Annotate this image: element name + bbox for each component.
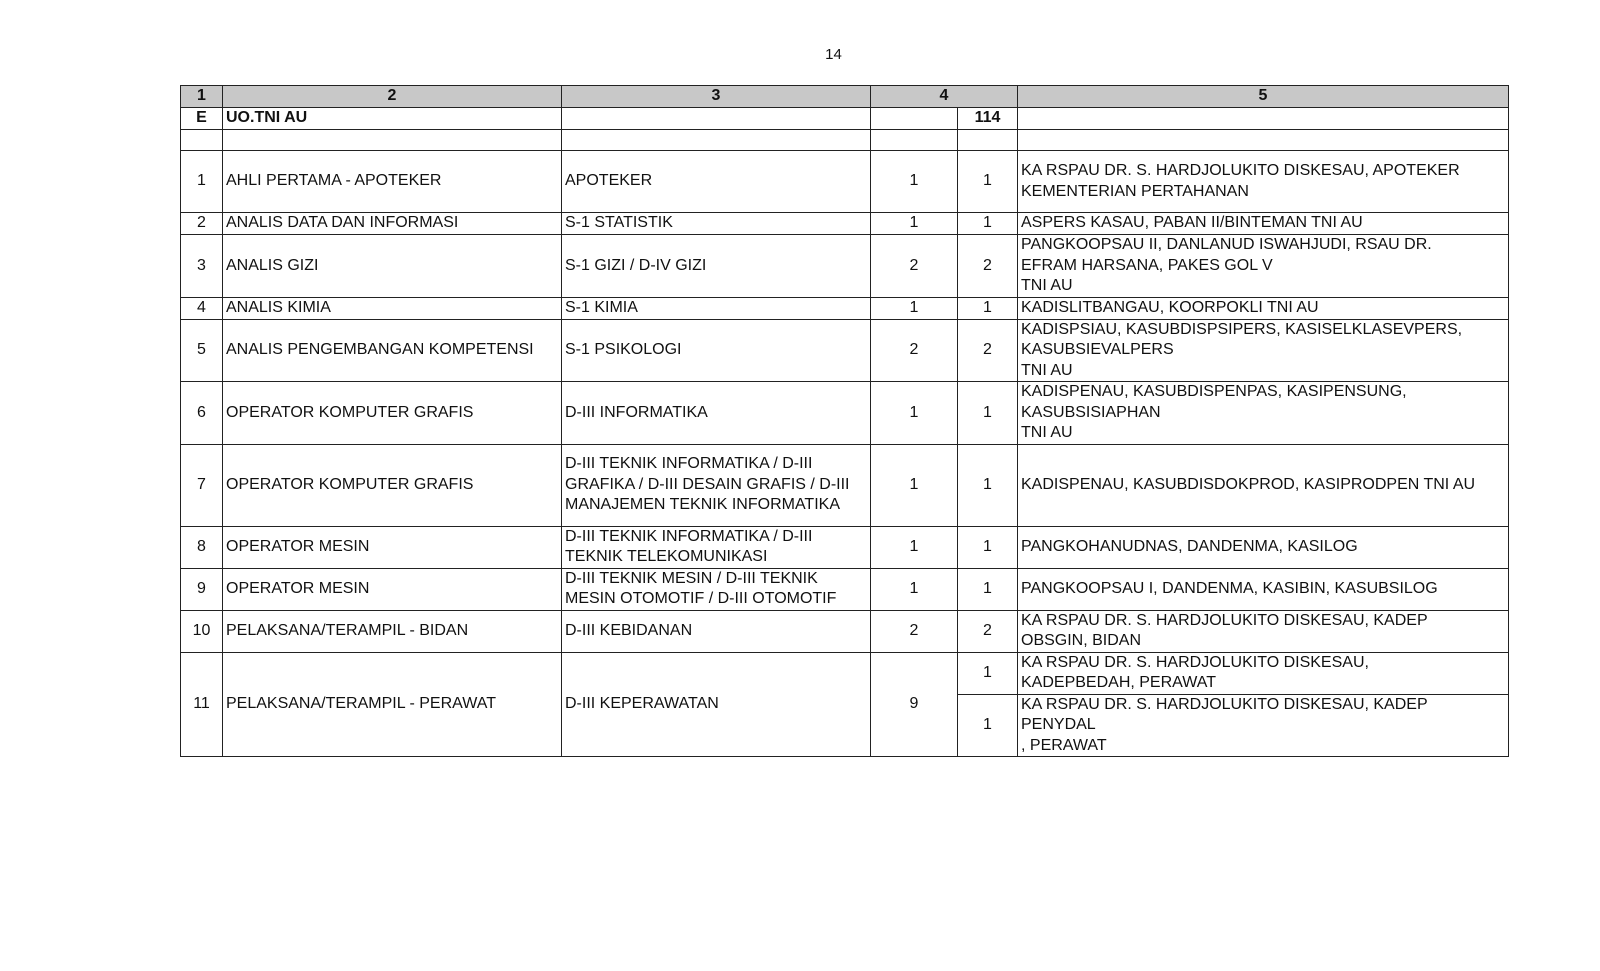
table-row bbox=[181, 235, 1509, 298]
section-name: UO.TNI AU bbox=[223, 108, 562, 130]
formation-total: 1 bbox=[871, 444, 958, 526]
table-row bbox=[181, 382, 1509, 445]
allocation-count: 1 bbox=[958, 382, 1018, 445]
position-name: OPERATOR MESIN bbox=[223, 568, 562, 610]
empty-cell bbox=[562, 108, 871, 130]
header-row bbox=[181, 86, 1509, 108]
row-number: 2 bbox=[181, 213, 223, 235]
cell-line: KADISPSIAU, KASUBDISPSIPERS, KASISELKLASEVPERS, bbox=[1021, 320, 1463, 338]
cell-line: D-III INFORMATIKA bbox=[565, 403, 708, 421]
unit-placement bbox=[1018, 694, 1509, 757]
formation-total: 9 bbox=[871, 652, 958, 757]
allocation-count: 2 bbox=[958, 610, 1018, 652]
cell-line: D-III TEKNIK INFORMATIKA / D-III bbox=[565, 455, 813, 473]
table-row bbox=[181, 213, 1509, 235]
row-number: 5 bbox=[181, 319, 223, 382]
formation-total: 1 bbox=[871, 213, 958, 235]
cell-line: D-III KEBIDANAN bbox=[565, 621, 693, 639]
row-number: 11 bbox=[181, 652, 223, 757]
qualification bbox=[562, 151, 871, 213]
cell-line: KADISLITBANGAU, KOORPOKLI TNI AU bbox=[1021, 298, 1319, 316]
empty-cell bbox=[871, 130, 958, 151]
cell-line: TEKNIK TELEKOMUNIKASI bbox=[565, 548, 768, 565]
page-number: 14 bbox=[825, 46, 842, 63]
formation-table bbox=[180, 85, 1509, 757]
row-number: 3 bbox=[181, 235, 223, 298]
unit-placement bbox=[1018, 297, 1509, 319]
cell-line: KADISPENAU, KASUBDISPENPAS, KASIPENSUNG, bbox=[1021, 383, 1407, 400]
allocation-count: 1 bbox=[958, 151, 1018, 213]
cell-line: EFRAM HARSANA, PAKES GOL V bbox=[1021, 256, 1273, 274]
column-header: 2 bbox=[223, 86, 562, 108]
cell-line: KEMENTERIAN PERTAHANAN bbox=[1021, 182, 1249, 200]
column-header: 5 bbox=[1018, 86, 1509, 108]
formation-total: 1 bbox=[871, 297, 958, 319]
row-number: 10 bbox=[181, 610, 223, 652]
allocation-count: 1 bbox=[958, 568, 1018, 610]
cell-line: KA RSPAU DR. S. HARDJOLUKITO DISKESAU, KADEP bbox=[1021, 611, 1428, 629]
qualification bbox=[562, 382, 871, 445]
qualification bbox=[562, 568, 871, 610]
allocation-count: 1 bbox=[958, 652, 1018, 694]
unit-placement bbox=[1018, 444, 1509, 526]
cell-line: GRAFIKA / D-III DESAIN GRAFIS / D-III bbox=[565, 475, 850, 493]
row-number: 7 bbox=[181, 444, 223, 526]
spacer-row bbox=[181, 130, 1509, 151]
table-row bbox=[181, 151, 1509, 213]
formation-total: 1 bbox=[871, 568, 958, 610]
unit-placement bbox=[1018, 319, 1509, 382]
position-name: ANALIS PENGEMBANGAN KOMPETENSI bbox=[223, 319, 562, 382]
table-row bbox=[181, 297, 1509, 319]
qualification bbox=[562, 319, 871, 382]
row-number: 4 bbox=[181, 297, 223, 319]
position-name: OPERATOR MESIN bbox=[223, 526, 562, 568]
position-name: ANALIS KIMIA bbox=[223, 297, 562, 319]
column-header: 1 bbox=[181, 86, 223, 108]
row-number: 8 bbox=[181, 526, 223, 568]
section-total: 114 bbox=[958, 108, 1018, 130]
unit-placement bbox=[1018, 213, 1509, 235]
section-row bbox=[181, 108, 1509, 130]
cell-line: ASPERS KASAU, PABAN II/BINTEMAN TNI AU bbox=[1021, 214, 1363, 232]
cell-line: D-III KEPERAWATAN bbox=[565, 695, 719, 712]
cell-line: TNI AU bbox=[1021, 361, 1073, 379]
formation-total: 2 bbox=[871, 610, 958, 652]
cell-line: KADEPBEDAH, PERAWAT bbox=[1021, 674, 1216, 691]
row-number: 1 bbox=[181, 151, 223, 213]
qualification bbox=[562, 526, 871, 568]
table-row bbox=[181, 568, 1509, 610]
allocation-count: 1 bbox=[958, 297, 1018, 319]
position-name: AHLI PERTAMA - APOTEKER bbox=[223, 151, 562, 213]
table-row bbox=[181, 319, 1509, 382]
cell-line: APOTEKER bbox=[565, 172, 653, 190]
cell-line: OBSGIN, BIDAN bbox=[1021, 632, 1142, 649]
cell-line: KASUBSISIAPHAN bbox=[1021, 403, 1161, 421]
allocation-count: 1 bbox=[958, 694, 1018, 757]
allocation-count: 2 bbox=[958, 319, 1018, 382]
cell-line: KA RSPAU DR. S. HARDJOLUKITO DISKESAU, KADEP bbox=[1021, 695, 1428, 713]
empty-cell bbox=[871, 108, 958, 130]
cell-line: TNI AU bbox=[1021, 277, 1073, 294]
allocation-count: 1 bbox=[958, 526, 1018, 568]
qualification bbox=[562, 297, 871, 319]
cell-line: KADISPENAU, KASUBDISDOKPROD, KASIPRODPEN TNI AU bbox=[1021, 475, 1476, 493]
empty-cell bbox=[958, 130, 1018, 151]
formation-total: 2 bbox=[871, 319, 958, 382]
unit-placement bbox=[1018, 610, 1509, 652]
cell-line: PANGKOHANUDNAS, DANDENMA, KASILOG bbox=[1021, 537, 1358, 555]
cell-line: MANAJEMEN TEKNIK INFORMATIKA bbox=[565, 496, 840, 514]
cell-line: S-1 STATISTIK bbox=[565, 214, 673, 232]
allocation-count: 2 bbox=[958, 235, 1018, 298]
row-number: 9 bbox=[181, 568, 223, 610]
unit-placement bbox=[1018, 151, 1509, 213]
unit-placement bbox=[1018, 235, 1509, 298]
table-row bbox=[181, 526, 1509, 568]
unit-placement bbox=[1018, 382, 1509, 445]
formation-total: 1 bbox=[871, 526, 958, 568]
position-name: ANALIS DATA DAN INFORMASI bbox=[223, 213, 562, 235]
column-header: 3 bbox=[562, 86, 871, 108]
cell-line: KA RSPAU DR. S. HARDJOLUKITO DISKESAU, bbox=[1021, 653, 1369, 671]
qualification bbox=[562, 652, 871, 757]
empty-cell bbox=[562, 130, 871, 151]
cell-line: S-1 PSIKOLOGI bbox=[565, 341, 682, 358]
cell-line: D-III TEKNIK INFORMATIKA / D-III bbox=[565, 527, 813, 545]
cell-line: PENYDAL bbox=[1021, 716, 1096, 733]
cell-line: PANGKOOPSAU I, DANDENMA, KASIBIN, KASUBSILOG bbox=[1021, 579, 1438, 597]
empty-cell bbox=[223, 130, 562, 151]
allocation-count: 1 bbox=[958, 213, 1018, 235]
cell-line: KASUBSIEVALPERS bbox=[1021, 341, 1174, 358]
table-row bbox=[181, 610, 1509, 652]
qualification bbox=[562, 213, 871, 235]
table-row bbox=[181, 652, 1509, 694]
empty-cell bbox=[1018, 108, 1509, 130]
unit-placement bbox=[1018, 526, 1509, 568]
cell-line: KA RSPAU DR. S. HARDJOLUKITO DISKESAU, APOTEKER bbox=[1021, 162, 1460, 179]
qualification bbox=[562, 235, 871, 298]
empty-cell bbox=[1018, 130, 1509, 151]
formation-total: 2 bbox=[871, 235, 958, 298]
position-name: PELAKSANA/TERAMPIL - BIDAN bbox=[223, 610, 562, 652]
formation-total: 1 bbox=[871, 382, 958, 445]
qualification bbox=[562, 610, 871, 652]
position-name: PELAKSANA/TERAMPIL - PERAWAT bbox=[223, 652, 562, 757]
position-name: OPERATOR KOMPUTER GRAFIS bbox=[223, 444, 562, 526]
unit-placement bbox=[1018, 652, 1509, 694]
table-body bbox=[181, 108, 1509, 757]
cell-line: TNI AU bbox=[1021, 424, 1073, 441]
cell-line: PANGKOOPSAU II, DANLANUD ISWAHJUDI, RSAU DR. bbox=[1021, 236, 1432, 253]
formation-total: 1 bbox=[871, 151, 958, 213]
allocation-count: 1 bbox=[958, 444, 1018, 526]
table-row bbox=[181, 444, 1509, 526]
cell-line: S-1 KIMIA bbox=[565, 298, 638, 316]
section-code: E bbox=[181, 108, 223, 130]
qualification bbox=[562, 444, 871, 526]
cell-line: D-III TEKNIK MESIN / D-III TEKNIK bbox=[565, 569, 818, 587]
cell-line: , PERAWAT bbox=[1021, 736, 1107, 754]
cell-line: S-1 GIZI / D-IV GIZI bbox=[565, 256, 707, 274]
cell-line: MESIN OTOMOTIF / D-III OTOMOTIF bbox=[565, 590, 837, 607]
unit-placement bbox=[1018, 568, 1509, 610]
column-header: 4 bbox=[871, 86, 1018, 108]
position-name: OPERATOR KOMPUTER GRAFIS bbox=[223, 382, 562, 445]
position-name: ANALIS GIZI bbox=[223, 235, 562, 298]
empty-cell bbox=[181, 130, 223, 151]
row-number: 6 bbox=[181, 382, 223, 445]
